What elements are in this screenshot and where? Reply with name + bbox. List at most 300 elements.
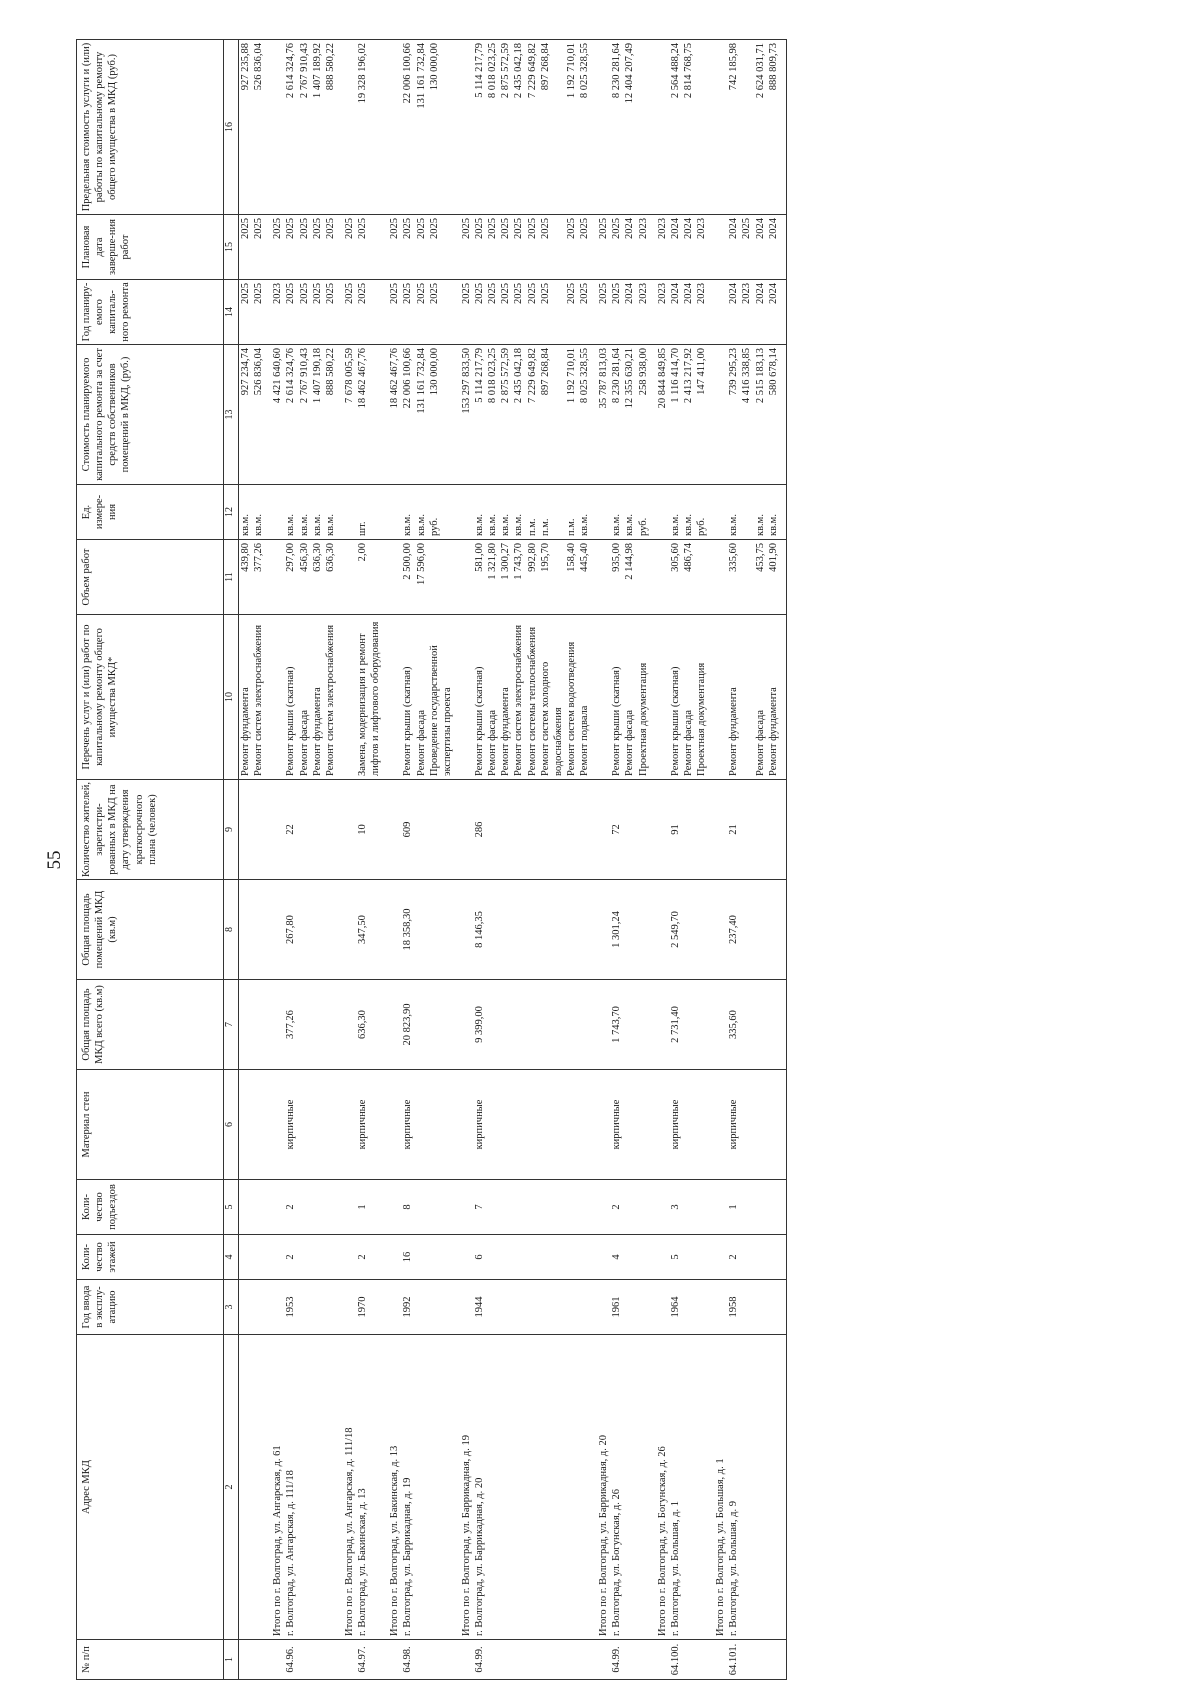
build-year-cell: 1961 (610, 1280, 623, 1335)
end-date-cell: 2024 (669, 215, 682, 280)
cost-cell: 8 025 328,55 (578, 345, 591, 485)
volume-cell (591, 540, 610, 615)
limit-cost-cell: 5 114 217,79 (473, 40, 486, 215)
address-cell (740, 1335, 753, 1640)
volume-cell: 2,00 (356, 540, 382, 615)
total-area-cell (252, 980, 265, 1070)
unit-cell: кв.м. (415, 485, 428, 540)
unit-cell: кв.м. (401, 485, 414, 540)
repair-year-cell: 2023 (695, 280, 708, 345)
cost-cell: 131 161 732,84 (415, 345, 428, 485)
total-area-cell (767, 980, 787, 1070)
building-row (473, 40, 486, 1680)
row-number (512, 1640, 525, 1680)
work-row (526, 40, 539, 1680)
table-header-row (77, 40, 224, 1680)
repair-year-cell: 2025 (526, 280, 539, 345)
address-cell: г. Волгоград, ул. Большая, д. 9 (727, 1335, 740, 1640)
unit-cell (337, 485, 356, 540)
repair-year-cell: 2025 (311, 280, 324, 345)
floors-cell (637, 1235, 650, 1280)
end-date-cell: 2025 (239, 215, 253, 280)
entrances-cell (767, 1180, 787, 1235)
column-number: 6 (224, 1070, 239, 1180)
work-type-cell (740, 615, 753, 780)
volume-cell: 335,60 (727, 540, 740, 615)
total-area-cell: 20 823,90 (401, 980, 414, 1070)
repair-year-cell: 2025 (324, 280, 337, 345)
work-row (565, 40, 578, 1680)
entrances-cell (565, 1180, 578, 1235)
build-year-cell (637, 1280, 650, 1335)
end-date-cell: 2025 (499, 215, 512, 280)
work-type-cell: Ремонт подвала (578, 615, 591, 780)
work-row (311, 40, 324, 1680)
entrances-cell: 1 (727, 1180, 740, 1235)
repair-year-cell: 2025 (415, 280, 428, 345)
end-date-cell: 2025 (526, 215, 539, 280)
repair-year-cell (708, 280, 727, 345)
end-date-cell: 2025 (265, 215, 284, 280)
end-date-cell: 2024 (682, 215, 695, 280)
limit-cost-cell (337, 40, 356, 215)
row-number (740, 1640, 753, 1680)
residents-cell (695, 780, 708, 880)
row-number: 64.101. (727, 1640, 740, 1680)
rooms-area-cell (265, 880, 284, 980)
total-row (337, 40, 356, 1680)
build-year-cell (565, 1280, 578, 1335)
build-year-cell: 1992 (401, 1280, 414, 1335)
residents-cell (337, 780, 356, 880)
row-number (650, 1640, 669, 1680)
floors-cell (767, 1235, 787, 1280)
floors-cell (415, 1235, 428, 1280)
row-number (754, 1640, 767, 1680)
entrances-cell (578, 1180, 591, 1235)
end-date-cell: 2025 (473, 215, 486, 280)
address-cell: Итого по г. Волгоград, ул. Баррикадная, д. 20 (591, 1335, 610, 1640)
build-year-cell (486, 1280, 499, 1335)
total-area-cell: 636,30 (356, 980, 382, 1070)
residents-cell (415, 780, 428, 880)
address-cell (565, 1335, 578, 1640)
limit-cost-cell: 19 328 196,02 (356, 40, 382, 215)
total-row (650, 40, 669, 1680)
wall-material-cell: кирпичные (473, 1070, 486, 1180)
floors-cell (499, 1235, 512, 1280)
wall-material-cell: кирпичные (401, 1070, 414, 1180)
work-type-cell: Ремонт фундамента (239, 615, 253, 780)
total-area-cell (591, 980, 610, 1070)
work-row (767, 40, 787, 1680)
end-date-cell: 2023 (695, 215, 708, 280)
column-header: Предельная стоимость услуги и (или) работы по капитальному ремонту общего имущества в МКД (руб.) (77, 40, 224, 215)
repair-year-cell: 2023 (637, 280, 650, 345)
unit-cell: кв.м. (311, 485, 324, 540)
residents-cell: 91 (669, 780, 682, 880)
cost-cell: 4 421 640,60 (265, 345, 284, 485)
cost-cell: 739 295,23 (727, 345, 740, 485)
floors-cell (265, 1235, 284, 1280)
work-row (512, 40, 525, 1680)
limit-cost-cell: 888 580,22 (324, 40, 337, 215)
build-year-cell (311, 1280, 324, 1335)
rooms-area-cell (708, 880, 727, 980)
repair-year-cell: 2024 (623, 280, 636, 345)
total-area-cell (239, 980, 253, 1070)
volume-cell: 1 300,27 (499, 540, 512, 615)
entrances-cell: 2 (284, 1180, 297, 1235)
total-area-cell (512, 980, 525, 1070)
row-number (499, 1640, 512, 1680)
address-cell: Итого по г. Волгоград, ул. Бакинская, д. 13 (382, 1335, 401, 1640)
cost-cell: 20 844 849,85 (650, 345, 669, 485)
volume-cell: 2 500,00 (401, 540, 414, 615)
row-number (324, 1640, 337, 1680)
work-type-cell: Ремонт крыши (скатная) (401, 615, 414, 780)
floors-cell: 6 (473, 1235, 486, 1280)
column-header: Коли-чество подъездов (77, 1180, 224, 1235)
end-date-cell: 2025 (382, 215, 401, 280)
residents-cell: 22 (284, 780, 297, 880)
residents-cell (324, 780, 337, 880)
column-number: 12 (224, 485, 239, 540)
floors-cell (578, 1235, 591, 1280)
residents-cell (740, 780, 753, 880)
cost-cell: 8 018 023,25 (486, 345, 499, 485)
build-year-cell (526, 1280, 539, 1335)
entrances-cell (415, 1180, 428, 1235)
end-date-cell: 2025 (284, 215, 297, 280)
entrances-cell (637, 1180, 650, 1235)
floors-cell (565, 1235, 578, 1280)
cost-cell: 1 407 190,18 (311, 345, 324, 485)
address-cell: Итого по г. Волгоград, ул. Ангарская, д. 111/18 (337, 1335, 356, 1640)
column-number: 7 (224, 980, 239, 1070)
entrances-cell (298, 1180, 311, 1235)
total-area-cell: 1 743,70 (610, 980, 623, 1070)
entrances-cell (650, 1180, 669, 1235)
build-year-cell (454, 1280, 473, 1335)
work-type-cell: Ремонт фасада (623, 615, 636, 780)
entrances-cell (239, 1180, 253, 1235)
cost-cell: 927 234,74 (239, 345, 253, 485)
residents-cell (298, 780, 311, 880)
work-row (740, 40, 753, 1680)
rooms-area-cell (539, 880, 565, 980)
unit-cell: кв.м. (486, 485, 499, 540)
column-header: Перечень услуг и (или) работ по капитальному ремонту общего имущества МКД* (77, 615, 224, 780)
total-area-cell (565, 980, 578, 1070)
column-number: 5 (224, 1180, 239, 1235)
end-date-cell: 2025 (539, 215, 565, 280)
volume-cell: 377,26 (252, 540, 265, 615)
build-year-cell (767, 1280, 787, 1335)
floors-cell: 2 (727, 1235, 740, 1280)
entrances-cell (486, 1180, 499, 1235)
unit-cell: кв.м. (284, 485, 297, 540)
work-type-cell: Ремонт систем холодного водоснабжения (539, 615, 565, 780)
floors-cell (337, 1235, 356, 1280)
repair-year-cell: 2025 (382, 280, 401, 345)
row-number: 64.99. (610, 1640, 623, 1680)
end-date-cell: 2025 (324, 215, 337, 280)
column-number: 2 (224, 1335, 239, 1640)
building-row (610, 40, 623, 1680)
volume-cell: 1 321,80 (486, 540, 499, 615)
total-row (265, 40, 284, 1680)
row-number (591, 1640, 610, 1680)
work-type-cell: Ремонт систем водоотведения (565, 615, 578, 780)
row-number: 64.96. (284, 1640, 297, 1680)
build-year-cell: 1964 (669, 1280, 682, 1335)
column-header: Объем работ (77, 540, 224, 615)
entrances-cell (382, 1180, 401, 1235)
wall-material-cell (324, 1070, 337, 1180)
volume-cell: 305,60 (669, 540, 682, 615)
work-row (428, 40, 454, 1680)
column-number-row (224, 40, 239, 1680)
repair-year-cell: 2024 (682, 280, 695, 345)
end-date-cell: 2025 (578, 215, 591, 280)
column-header: Ед. измере-ния (77, 485, 224, 540)
limit-cost-cell: 130 000,00 (428, 40, 454, 215)
total-area-cell (637, 980, 650, 1070)
work-row (252, 40, 265, 1680)
rooms-area-cell (486, 880, 499, 980)
cost-cell: 2 515 183,13 (754, 345, 767, 485)
build-year-cell (754, 1280, 767, 1335)
work-row (623, 40, 636, 1680)
volume-cell: 453,75 (754, 540, 767, 615)
entrances-cell: 3 (669, 1180, 682, 1235)
row-number (526, 1640, 539, 1680)
cost-cell: 2 435 042,18 (512, 345, 525, 485)
total-area-cell: 377,26 (284, 980, 297, 1070)
residents-cell (754, 780, 767, 880)
cost-cell: 526 836,04 (252, 345, 265, 485)
volume-cell (428, 540, 454, 615)
cost-cell: 2 875 572,59 (499, 345, 512, 485)
build-year-cell (591, 1280, 610, 1335)
residents-cell (591, 780, 610, 880)
unit-cell (265, 485, 284, 540)
total-row (454, 40, 473, 1680)
address-cell: г. Волгоград, ул. Ангарская, д. 111/18 (284, 1335, 297, 1640)
unit-cell (708, 485, 727, 540)
entrances-cell (526, 1180, 539, 1235)
work-type-cell: Ремонт фундамента (727, 615, 740, 780)
cost-cell: 888 580,22 (324, 345, 337, 485)
work-row (499, 40, 512, 1680)
cost-cell: 1 116 414,70 (669, 345, 682, 485)
rooms-area-cell (767, 880, 787, 980)
residents-cell (565, 780, 578, 880)
rooms-area-cell (591, 880, 610, 980)
work-type-cell (650, 615, 669, 780)
build-year-cell (252, 1280, 265, 1335)
entrances-cell: 8 (401, 1180, 414, 1235)
address-cell (324, 1335, 337, 1640)
total-area-cell (539, 980, 565, 1070)
wall-material-cell (526, 1070, 539, 1180)
rooms-area-cell (298, 880, 311, 980)
column-header: Материал стен (77, 1070, 224, 1180)
wall-material-cell (708, 1070, 727, 1180)
rooms-area-cell (382, 880, 401, 980)
row-number (428, 1640, 454, 1680)
end-date-cell: 2025 (337, 215, 356, 280)
row-number (298, 1640, 311, 1680)
total-area-cell (486, 980, 499, 1070)
limit-cost-cell: 2 767 910,43 (298, 40, 311, 215)
volume-cell (337, 540, 356, 615)
end-date-cell: 2025 (610, 215, 623, 280)
entrances-cell (695, 1180, 708, 1235)
residents-cell: 286 (473, 780, 486, 880)
unit-cell (650, 485, 669, 540)
volume-cell: 636,30 (311, 540, 324, 615)
build-year-cell: 1958 (727, 1280, 740, 1335)
wall-material-cell (591, 1070, 610, 1180)
entrances-cell: 1 (356, 1180, 382, 1235)
rooms-area-cell (239, 880, 253, 980)
row-number: 64.100. (669, 1640, 682, 1680)
repair-year-cell: 2025 (428, 280, 454, 345)
residents-cell (512, 780, 525, 880)
total-row (382, 40, 401, 1680)
unit-cell (454, 485, 473, 540)
repair-year-cell: 2025 (512, 280, 525, 345)
building-row (727, 40, 740, 1680)
floors-cell (591, 1235, 610, 1280)
floors-cell (754, 1235, 767, 1280)
unit-cell: кв.м. (473, 485, 486, 540)
work-row (415, 40, 428, 1680)
wall-material-cell (695, 1070, 708, 1180)
repair-year-cell: 2024 (754, 280, 767, 345)
unit-cell (591, 485, 610, 540)
limit-cost-cell: 2 435 042,18 (512, 40, 525, 215)
end-date-cell (708, 215, 727, 280)
column-header: Общая площадь помещений МКД (кв.м) (77, 880, 224, 980)
row-number (539, 1640, 565, 1680)
entrances-cell (512, 1180, 525, 1235)
address-cell (578, 1335, 591, 1640)
limit-cost-cell: 2 875 572,59 (499, 40, 512, 215)
residents-cell (637, 780, 650, 880)
total-area-cell (682, 980, 695, 1070)
column-header: Общая площадь МКД всего (кв.м) (77, 980, 224, 1070)
rooms-area-cell: 8 146,35 (473, 880, 486, 980)
total-area-cell (526, 980, 539, 1070)
total-area-cell (499, 980, 512, 1070)
row-number (682, 1640, 695, 1680)
rooms-area-cell (526, 880, 539, 980)
column-number: 16 (224, 40, 239, 215)
work-row (239, 40, 253, 1680)
rooms-area-cell (623, 880, 636, 980)
address-cell (767, 1335, 787, 1640)
work-type-cell: Ремонт систем электроснабжения (324, 615, 337, 780)
column-number: 15 (224, 215, 239, 280)
work-type-cell: Ремонт крыши (скатная) (473, 615, 486, 780)
repair-year-cell: 2025 (298, 280, 311, 345)
total-area-cell: 335,60 (727, 980, 740, 1070)
wall-material-cell (767, 1070, 787, 1180)
floors-cell (454, 1235, 473, 1280)
wall-material-cell (265, 1070, 284, 1180)
building-row (669, 40, 682, 1680)
build-year-cell (415, 1280, 428, 1335)
end-date-cell: 2025 (401, 215, 414, 280)
build-year-cell (298, 1280, 311, 1335)
row-number: 64.97. (356, 1640, 382, 1680)
residents-cell: 21 (727, 780, 740, 880)
cost-cell: 153 297 833,50 (454, 345, 473, 485)
limit-cost-cell: 7 229 649,82 (526, 40, 539, 215)
volume-cell: 195,70 (539, 540, 565, 615)
address-cell (637, 1335, 650, 1640)
total-row (591, 40, 610, 1680)
unit-cell: кв.м. (499, 485, 512, 540)
floors-cell (539, 1235, 565, 1280)
floors-cell (682, 1235, 695, 1280)
rooms-area-cell: 347,50 (356, 880, 382, 980)
column-number: 10 (224, 615, 239, 780)
cost-cell: 130 000,00 (428, 345, 454, 485)
volume-cell: 486,74 (682, 540, 695, 615)
wall-material-cell (252, 1070, 265, 1180)
build-year-cell (695, 1280, 708, 1335)
column-header: Количество жителей, зарегистри-рованных в МКД на дату утверждения краткосрочного плана (человек) (77, 780, 224, 880)
address-cell: Итого по г. Волгоград, ул. Ангарская, д. 61 (265, 1335, 284, 1640)
cost-cell: 12 355 630,21 (623, 345, 636, 485)
volume-cell: 17 596,00 (415, 540, 428, 615)
repair-year-cell: 2025 (239, 280, 253, 345)
total-area-cell (324, 980, 337, 1070)
floors-cell (382, 1235, 401, 1280)
rooms-area-cell (650, 880, 669, 980)
entrances-cell (252, 1180, 265, 1235)
work-type-cell (382, 615, 401, 780)
column-header: № п/п (77, 1640, 224, 1680)
build-year-cell (623, 1280, 636, 1335)
address-cell (252, 1335, 265, 1640)
row-number (637, 1640, 650, 1680)
unit-cell: шт. (356, 485, 382, 540)
total-area-cell (623, 980, 636, 1070)
wall-material-cell (754, 1070, 767, 1180)
floors-cell (298, 1235, 311, 1280)
column-header: Стоимость планируемого капитального ремонта за счет средств собственников помещений в МКД, (руб.) (77, 345, 224, 485)
limit-cost-cell: 1 407 189,92 (311, 40, 324, 215)
wall-material-cell (382, 1070, 401, 1180)
build-year-cell: 1944 (473, 1280, 486, 1335)
residents-cell: 609 (401, 780, 414, 880)
floors-cell (512, 1235, 525, 1280)
limit-cost-cell: 8 018 023,25 (486, 40, 499, 215)
limit-cost-cell: 2 814 768,75 (682, 40, 695, 215)
volume-cell: 581,00 (473, 540, 486, 615)
volume-cell (708, 540, 727, 615)
volume-cell: 439,80 (239, 540, 253, 615)
volume-cell: 401,90 (767, 540, 787, 615)
rooms-area-cell (740, 880, 753, 980)
wall-material-cell (539, 1070, 565, 1180)
residents-cell (486, 780, 499, 880)
